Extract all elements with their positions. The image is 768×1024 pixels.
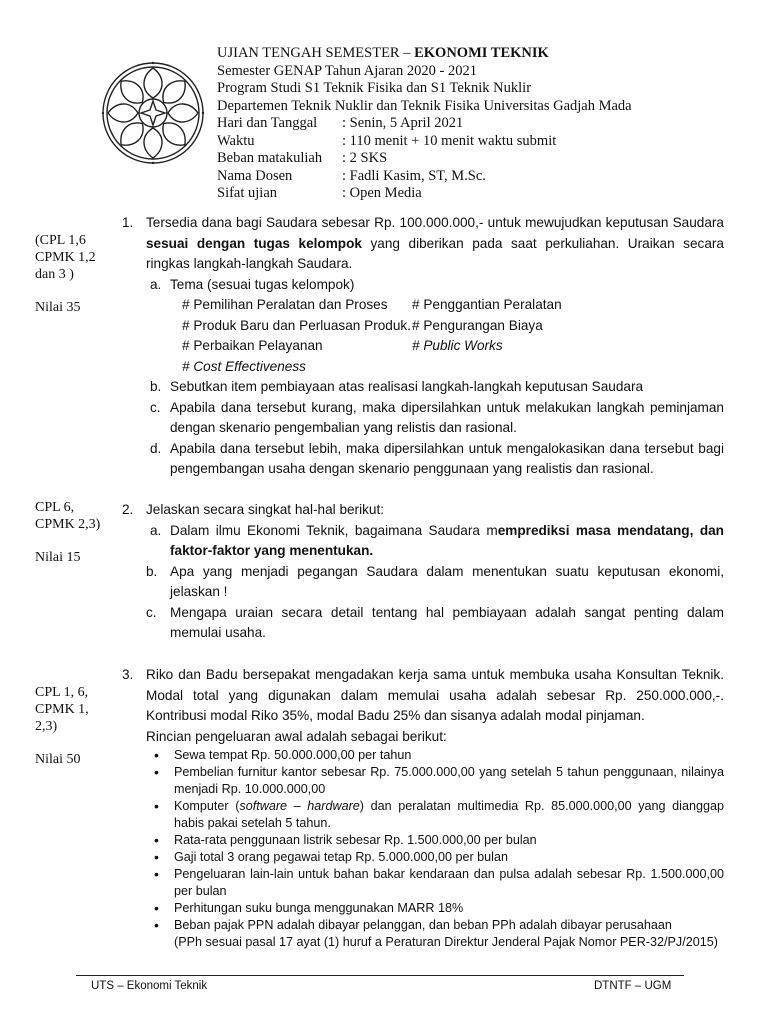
program-line: Program Studi S1 Teknik Fisika dan S1 Teknik Nuklir <box>217 80 532 96</box>
question-2b: b. Apa yang menjadi pegangan Saudara dalam menentukan suatu keputusan ekonomi, jelaskan ! <box>146 563 724 599</box>
list-item: • Pembelian furnitur kantor sebesar Rp. 75.000.000,00 yang setelah 5 tahun penggunaan, nilainya menjadi Rp. 10.000.000,00 <box>146 764 724 798</box>
question-3-intro: Riko dan Badu bersepakat mengadakan kerja sama untuk membuka usaha Konsultan Teknik. Modal total yang digunakan dalam memulai usaha adalah sebesar Rp. 250.000.000,-. Kontribusi modal Riko 35%, modal Badu 25% dan sisanya adalah modal pinjaman. <box>146 667 724 723</box>
theme-row-4: # Cost Effectiveness <box>182 358 306 374</box>
list-item: • Perhitungan suku bunga menggunakan MARR 18% <box>146 900 724 917</box>
theme-row-1: # Pemilihan Peralatan dan Proses # Penggantian Peralatan <box>182 297 562 312</box>
list-item: • Komputer (software – hardware) dan peralatan multimedia Rp. 85.000.000,00 yang dianggap habis pakai setelah 5 tahun. <box>146 798 724 832</box>
info-row-date: Hari dan Tanggal : Senin, 5 April 2021 <box>217 115 464 131</box>
list-item: • Gaji total 3 orang pegawai tetap Rp. 5.000.000,00 per bulan <box>146 849 724 866</box>
question-1c: c. Apabila dana tersebut kurang, maka dipersilahkan untuk melakukan langkah peminjaman dengan skenario pengembalian yang relistis dan rasional. <box>150 399 724 435</box>
score-q2: Nilai 15 <box>35 550 81 565</box>
info-row-credits: Beban matakuliah : 2 SKS <box>217 150 388 166</box>
exam-title: UJIAN TENGAH SEMESTER – EKONOMI TEKNIK <box>217 45 549 61</box>
question-2c: c. Mengapa uraian secara detail tentang hal pembiayaan adalah sangat penting dalam memulai usaha. <box>146 604 724 640</box>
theme-row-2: # Produk Baru dan Perluasan Produk. # Pengurangan Biaya <box>182 317 543 333</box>
footer-course: UTS – Ekonomi Teknik <box>91 980 208 992</box>
question-1a: a. Tema (sesuai tugas kelompok) <box>150 276 355 292</box>
side-label-q1: (CPL 1,6 CPMK 1,2 dan 3 ) Nilai 35 <box>35 233 96 315</box>
university-seal-logo <box>100 58 206 168</box>
footer-department: DTNTF – UGM <box>594 980 672 992</box>
list-item: • Sewa tempat Rp. 50.000.000,00 per tahun <box>146 747 724 764</box>
info-row-time: Waktu : 110 menit + 10 menit waktu submit <box>217 132 557 149</box>
semester-line: Semester GENAP Tahun Ajaran 2020 - 2021 <box>217 62 477 79</box>
list-item: • Beban pajak PPN adalah dibayar pelanggan, dan beban PPh adalah dibayar perusahaan (PPh sesuai pasal 17 ayat (1) huruf a Peraturan Direktur Jenderal Pajak Nomor PER-32/PJ/2015) <box>146 917 724 951</box>
question-3-rincian: Rincian pengeluaran awal adalah sebagai berikut: <box>146 728 447 744</box>
question-1b: b. Sebutkan item pembiayaan atas realisasi langkah-langkah keputusan Saudara <box>150 379 644 394</box>
department-line: Departemen Teknik Nuklir dan Teknik Fisika Universitas Gadjah Mada <box>217 97 632 114</box>
score-q3: Nilai 50 <box>35 752 81 767</box>
side-label-q3: CPL 1, 6, CPMK 1, 2,3) Nilai 50 <box>35 685 89 767</box>
list-item: • Pengeluaran lain-lain untuk bahan bakar kendaraan dan pulsa adalah sebesar Rp. 1.500.000,00 per bulan <box>146 866 724 900</box>
list-item: • Rata-rata penggunaan listrik sebesar Rp. 1.500.000,00 per bulan <box>146 832 724 849</box>
question-2: 2. Jelaskan secara singkat hal-hal berikut: a. Dalam ilmu Ekonomi Teknik, bagaimana Saudara memprediksi masa mendatang, dan faktor-faktor yang menentukan. b. Apa yang menjadi pegangan Saudara dalam menentukan suatu keputusan ekonomi, jelaskan ! c. Mengapa uraian secara detail tentang hal pembiayaan adalah sangat penting dalam memulai usaha. <box>122 500 724 644</box>
question-1-intro: Tersedia dana bagi Saudara sebesar Rp. 100.000.000,- untuk mewujudkan keputusan Saudara sesuai dengan tugas kelompok yang diberikan pada saat perkuliahan. Uraikan secara ringkas langkah-langkah Saudara. <box>146 215 724 271</box>
question-1d: d. Apabila dana tersebut lebih, maka dipersilahkan untuk mengalokasikan dana tersebut bagi pengembangan usaha dengan skenario penggunaan yang realistis dan rasional. <box>150 440 724 476</box>
info-row-lecturer: Nama Dosen : Fadli Kasim, ST, M.Sc. <box>217 167 486 184</box>
exam-header <box>217 45 632 203</box>
question-2-intro: Jelaskan secara singkat hal-hal berikut: <box>146 502 385 517</box>
theme-row-3: # Perbaikan Pelayanan # Public Works <box>182 338 503 353</box>
info-row-exam-type: Sifat ujian : Open Media <box>217 185 422 201</box>
question-2a: a. Dalam ilmu Ekonomi Teknik, bagaimana Saudara memprediksi masa mendatang, dan faktor-faktor yang menentukan. <box>150 522 724 558</box>
expense-list <box>146 747 724 951</box>
question-3: 3. Riko dan Badu bersepakat mengadakan kerja sama untuk membuka usaha Konsultan Teknik. Modal total yang digunakan dalam memulai usaha adalah sebesar Rp. 250.000.000,-. Kontribusi modal Riko 35%, modal Badu 25% dan sisanya adalah modal pinjaman. Rincian pengeluaran awal adalah sebagai berikut: • Sewa tempat Rp. 50.000.000,00 per tahun • Pembelian furnitur kantor sebesar Rp. 75.000.000,00 yang setelah 5 tahun penggunaan, nilainya menjadi Rp. 10.000.000,00 • Komputer (software – hardware) dan peralatan multimedia Rp. 85.000.000,00 yang dianggap habis pakai setelah 5 tahun. • Rata-rata penggunaan listrik sebesar Rp. 1.500.000,00 per bulan • Gaji total 3 orang pegawai tetap Rp. 5.000.000,00 per bulan • Pengeluaran lain-lain untuk bahan bakar kendaraan dan pulsa adalah sebesar Rp. 1.500.000,00 per bulan • Perhitungan suku bunga menggunakan MARR 18% • Beban pajak PPN adalah dibayar pelanggan, dan beban PPh adalah dibayar perusahaan (PPh sesuai pasal 17 ayat (1) huruf a Peraturan Direktur Jenderal Pajak Nomor PER-32/PJ/2015) <box>122 665 724 951</box>
footer-divider <box>76 975 684 976</box>
side-label-q2: CPL 6, CPMK 2,3) Nilai 15 <box>35 500 101 565</box>
question-1: 1. Tersedia dana bagi Saudara sebesar Rp. 100.000.000,- untuk mewujudkan keputusan Saudara sesuai dengan tugas kelompok yang diberikan pada saat perkuliahan. Uraikan secara ringkas langkah-langkah Saudara. a. Tema (sesuai tugas kelompok) # Pemilihan Peralatan dan Proses # Penggantian Peralatan # Produk Baru dan Perluasan Produk. # Pengurangan Biaya # Perbaikan Pelayanan # Public Works # Cost Effectiveness b. Sebutkan item pembiayaan atas realisasi langkah-langkah keputusan Saudara c. Apabila dana tersebut kurang, maka dipersilahkan untuk melakukan langkah peminjaman dengan skenario pengembalian yang relistis dan rasional. d. Apabila dana tersebut lebih, maka dipersilahkan untuk mengalokasikan dana tersebut bagi pengembangan usaha dengan skenario penggunaan yang realistis dan rasional. <box>122 213 724 480</box>
score-q1: Nilai 35 <box>35 300 81 315</box>
